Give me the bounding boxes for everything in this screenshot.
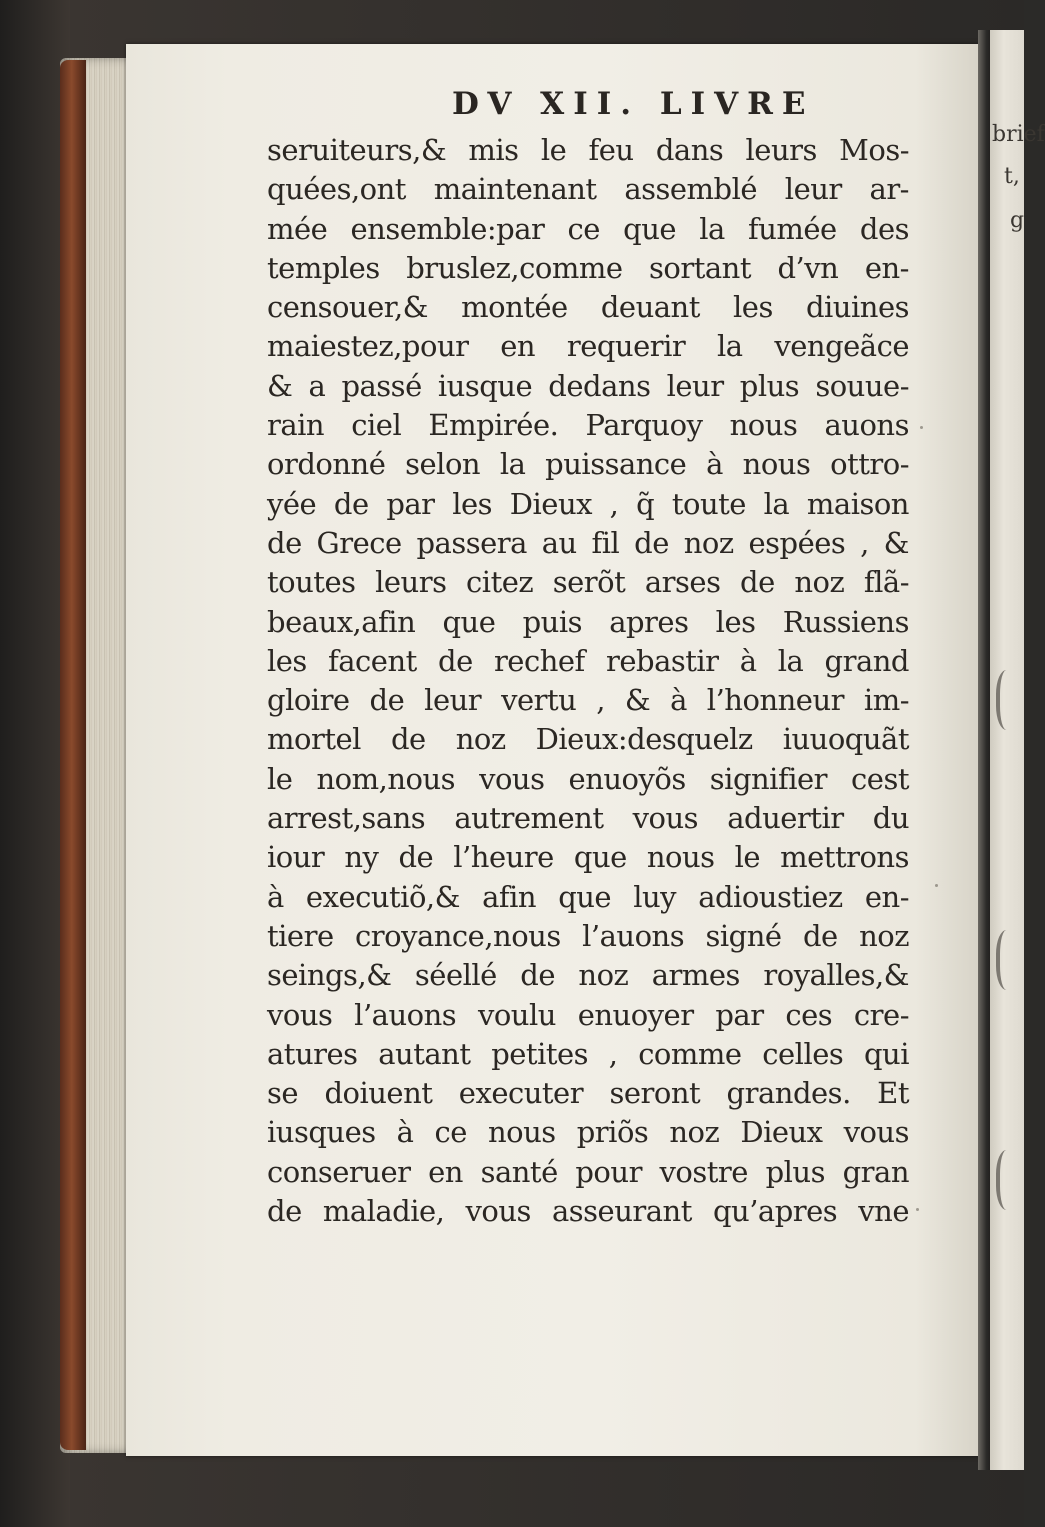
text-line: iour ny de l’heure que nous le mettrons xyxy=(267,840,909,875)
text-line: les facent de rechef rebastir à la grand xyxy=(267,643,909,678)
paper-speck xyxy=(935,884,938,887)
text-line: seruiteurs,& mis le feu dans leurs Mos- xyxy=(267,133,909,167)
paper-speck xyxy=(920,426,923,429)
text-line: tiere croyance,nous l’auons signé de noz xyxy=(267,918,909,953)
text-line: seings,& séellé de noz armes royalles,& xyxy=(267,958,909,993)
text-line: de maladie, vous asseurant qu’apres vne xyxy=(267,1194,909,1229)
adjacent-page-edge xyxy=(990,30,1045,1470)
paper-speck xyxy=(916,1208,919,1211)
leather-binding xyxy=(60,60,86,1450)
text-line: quées,ont maintenant assemblé leur ar- xyxy=(267,172,909,207)
text-line: rain ciel Empirée. Parquoy nous auons xyxy=(267,408,909,443)
page-body-text xyxy=(267,131,909,1231)
text-line: vous l’auons voulu enuoyer par ces cre- xyxy=(267,997,909,1032)
text-line: atures autant petites , comme celles qui xyxy=(267,1036,909,1071)
text-line: se doiuent executer seront grandes. Et xyxy=(267,1076,909,1111)
text-line: maiestez,pour en requerir la vengeãce xyxy=(267,329,909,364)
text-line: conseruer en santé pour vostre plus gran xyxy=(267,1154,909,1189)
text-line: yée de par les Dieux , q̃ toute la maison xyxy=(267,486,909,521)
text-line: iusques à ce nous priõs noz Dieux vous xyxy=(267,1115,909,1150)
text-line: arrest,sans autrement vous aduertir du xyxy=(267,801,909,836)
adjacent-page-fragment: g xyxy=(1010,208,1025,233)
text-line: à executiõ,& afin que luy adioustiez en- xyxy=(267,879,909,914)
text-line: de Grece passera au fil de noz espées , & xyxy=(267,525,909,560)
text-line: beaux,afin que puis apres les Russiens xyxy=(267,604,909,639)
adjacent-page-fragment: t, xyxy=(1004,164,1020,189)
running-head: DV XII. LIVRE xyxy=(452,86,815,122)
text-line: gloire de leur vertu , & à l’honneur im- xyxy=(267,683,909,718)
text-line: mortel de noz Dieux:desquelz iuuoquãt xyxy=(267,722,909,757)
text-line: temples bruslez,comme sortant d’vn en- xyxy=(267,250,909,285)
text-line: ordonné selon la puissance à nous ottro- xyxy=(267,447,909,482)
text-line: & a passé iusque dedans leur plus souue- xyxy=(267,368,909,403)
adjacent-page-ornament xyxy=(996,930,1022,990)
adjacent-page-ornament xyxy=(996,1150,1022,1210)
text-line: le nom,nous vous enuoyõs signifier cest xyxy=(267,761,909,796)
text-line: toutes leurs citez serõt arses de noz flã- xyxy=(267,565,909,600)
adjacent-page-ornament xyxy=(996,670,1022,730)
text-line: mée ensemble:par ce que la fumée des xyxy=(267,211,909,246)
adjacent-page-fragment: brief xyxy=(992,122,1045,147)
text-line: censouer,& montée deuant les diuines xyxy=(267,290,909,325)
